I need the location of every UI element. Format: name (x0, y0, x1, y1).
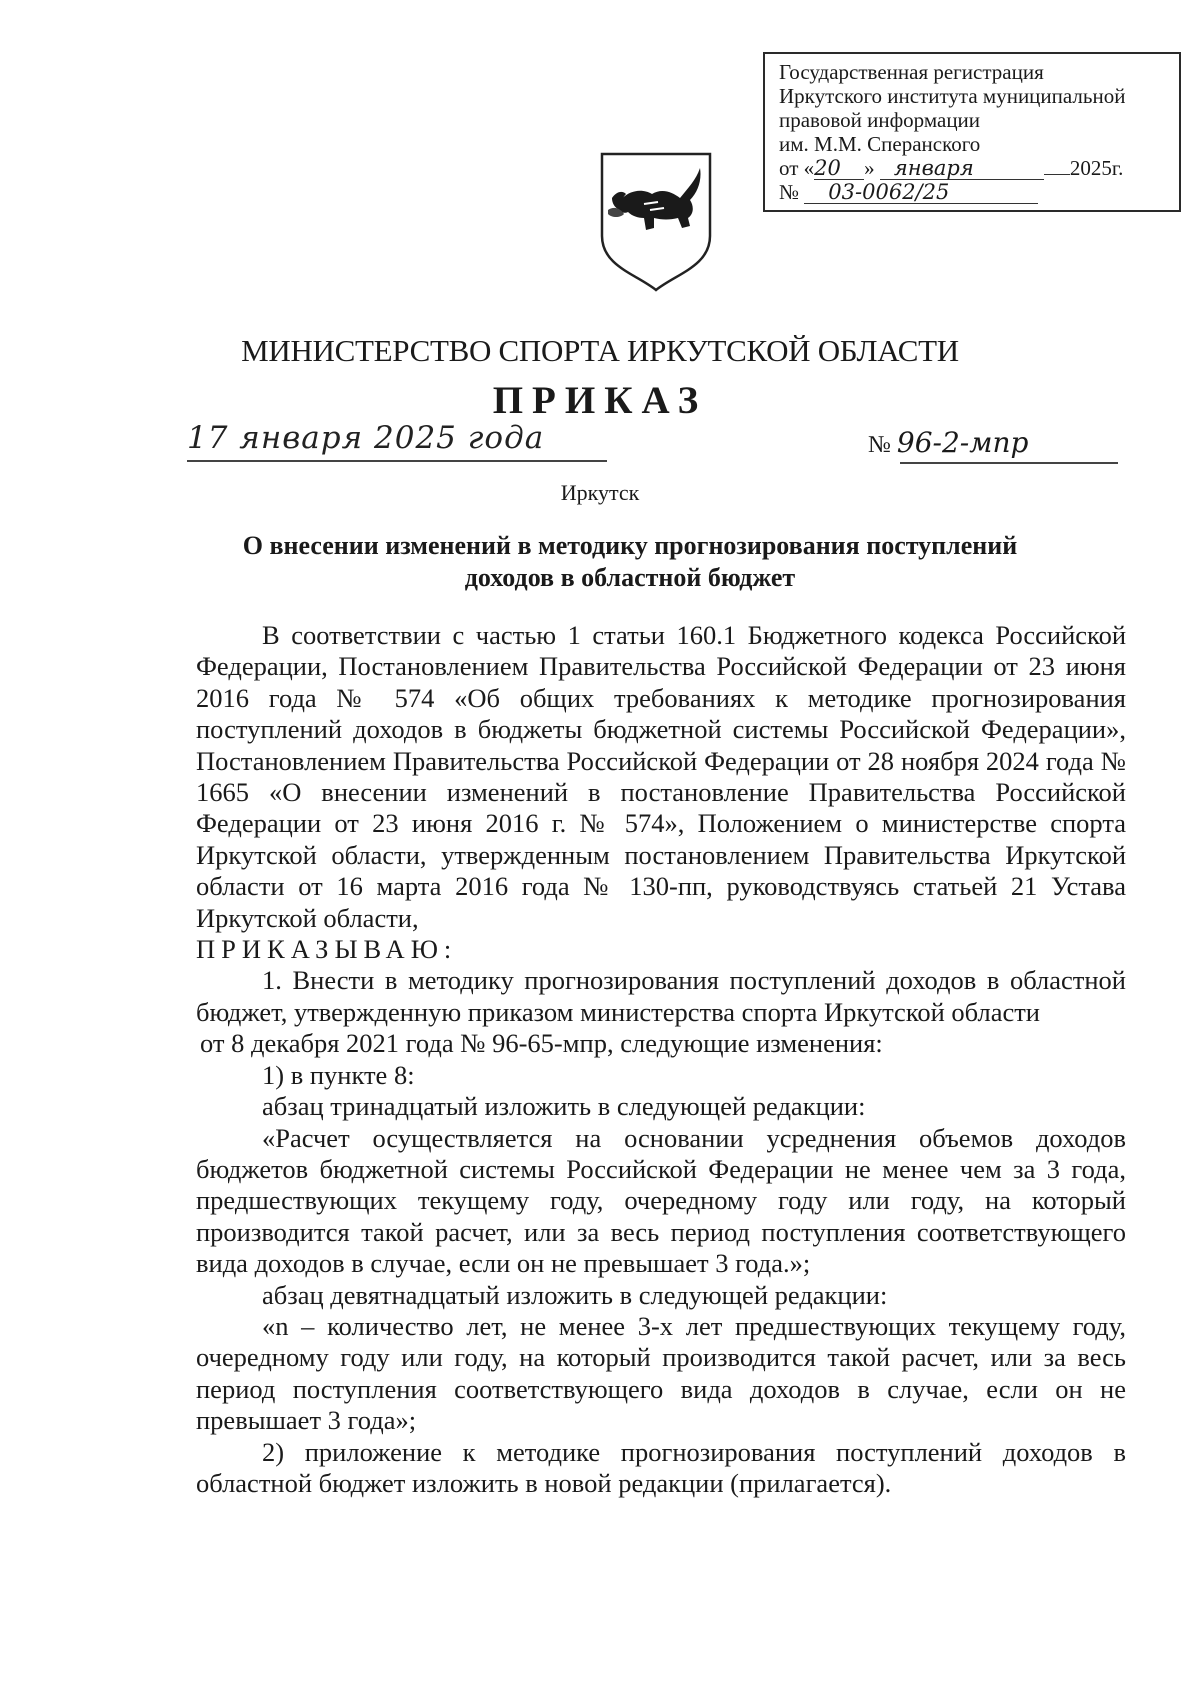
order-word: ПРИКАЗЫВАЮ: (196, 934, 458, 965)
paragraph-19-heading: абзац девятнадцатый изложить в следующей редакции: (262, 1279, 888, 1310)
order-number-field (868, 426, 1028, 459)
item-1-continuation: от 8 декабря 2021 года № 96-65-мпр, следующие изменения: (200, 1028, 883, 1059)
subitem-2-paragraph: 2) приложение к методике прогнозирования поступлений доходов в областной бюджет изложить в новой редакции (прилагается). (196, 1436, 1126, 1498)
stamp-date-year: 2025г. (1069, 156, 1124, 180)
subject-line: доходов в областной бюджет (464, 563, 796, 592)
stamp-number-line (779, 180, 1179, 204)
stamp-line: правовой информации (779, 108, 981, 132)
order-number-prefix: № (868, 432, 891, 458)
ministry-name: МИНИСТЕРСТВО СПОРТА ИРКУТСКОЙ ОБЛАСТИ (241, 333, 959, 368)
stamp-line: Государственная регистрация (779, 60, 1044, 84)
paragraph-19-text: «n – количество лет, не менее 3-х лет предшествующих текущему году, очередному году или году, на который производится такой расчет, или за весь период поступления соответствующего вида доходов в случае, если он не превышает 3 года»; (196, 1310, 1126, 1436)
city: Иркутск (560, 480, 640, 505)
paragraph-13-text: «Расчет осуществляется на основании усреднения объемов доходов бюджетов бюджетной системы Российской Федерации не менее чем за 3 года, предшествующих текущему году, очередному году или году, на который производится такой расчет, или за весь период поступления соответствующего вида доходов в случае, если он не превышает 3 года.»; (196, 1122, 1126, 1279)
subject-line: О внесении изменений в методику прогнозирования поступлений (242, 531, 1018, 560)
paragraph-13-heading: абзац тринадцатый изложить в следующей редакции: (262, 1091, 866, 1122)
stamp-number-value: 03-0062/25 (804, 181, 1038, 204)
order-number-underline (900, 462, 1118, 464)
order-title: ПРИКАЗ (492, 379, 708, 422)
stamp-line: Иркутского института муниципальной (779, 84, 1126, 108)
stamp-date-day: 20 (814, 157, 864, 180)
order-date-underline (187, 460, 607, 462)
order-subject (190, 530, 1070, 594)
stamp-date-line (779, 156, 1179, 180)
stamp-date-prefix: от « (779, 156, 815, 180)
order-date: 17 января 2025 года (187, 420, 545, 456)
item-1-paragraph: 1. Внести в методику прогнозирования поступлений доходов в областной бюджет, утвержденную приказом министерства спорта Иркутской области (196, 965, 1126, 1027)
coat-of-arms-icon (598, 148, 714, 293)
preamble-paragraph: В соответствии с частью 1 статьи 160.1 Бюджетного кодекса Российской Федерации, Постановлением Правительства Российской Федерации от 23 июня 2016 года № 574 «Об общих требованиях к методике прогнозирования поступлений доходов в бюджеты бюджетной системы Российской Федерации», Постановлением Правительства Российской Федерации от 28 ноября 2024 года № 1665 «О внесении изменений в постановление Правительства Российской Федерации от 23 июня 2016 г. № 574», Положением о министерстве спорта Иркутской области, утвержденным постановлением Правительства Иркутской области от 16 марта 2016 года № 130-пп, руководствуясь статьей 21 Устава Иркутской области, (196, 620, 1126, 933)
subitem-1-paragraph: 1) в пункте 8: (262, 1059, 415, 1090)
order-number: 96-2-мпр (896, 426, 1029, 459)
stamp-line: им. М.М. Сперанского (779, 132, 981, 156)
stamp-date-month: января (880, 157, 1044, 180)
registration-stamp (763, 52, 1181, 212)
stamp-number-prefix: № (779, 180, 800, 204)
stamp-date-mid: » (864, 156, 880, 180)
order-body (196, 620, 1126, 1499)
